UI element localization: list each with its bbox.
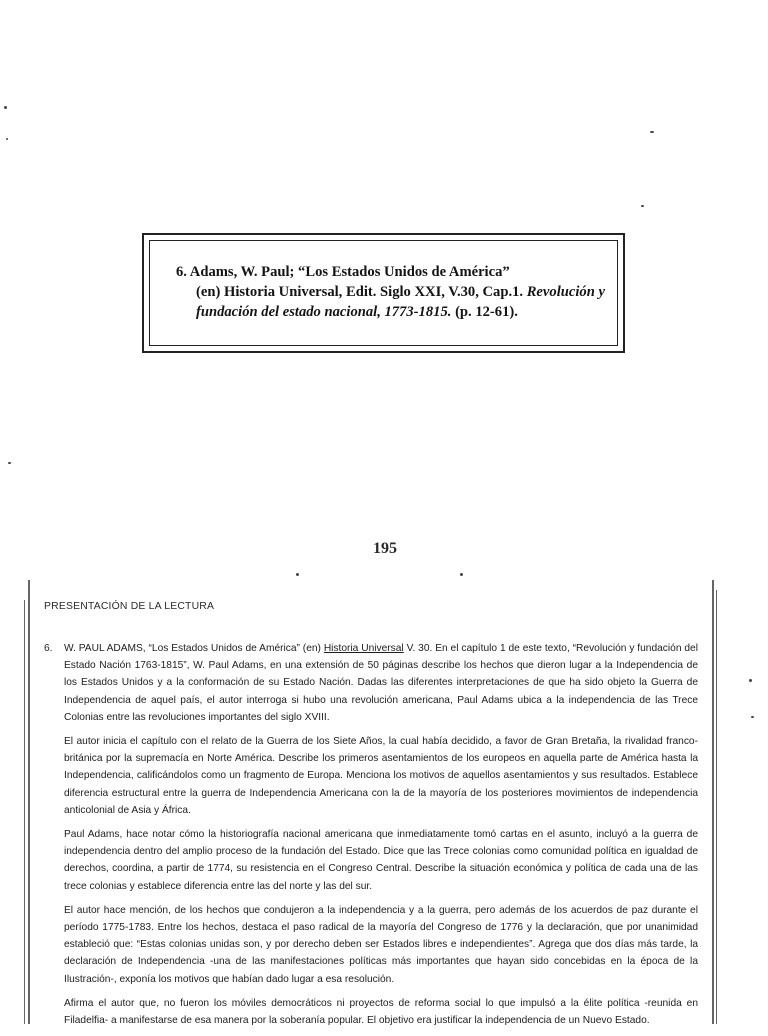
left-margin-rule-outer [24,600,25,1024]
citation-chapter-start: Revolución y [526,284,605,300]
citation-text [176,262,616,322]
citation-line-2 [176,282,616,302]
scan-speck [749,679,752,682]
citation-line-1 [176,262,616,282]
right-margin-rule [712,580,714,1024]
scan-speck [296,573,299,576]
section-heading: PRESENTACIÓN DE LA LECTURA [44,601,215,612]
scan-speck [4,106,7,109]
paragraph-3: Paul Adams, hace notar cómo la historiografía nacional americana que inmediatamente tomó cartas en el asunto, incluyó a la guerra de independencia dentro del amplio proceso de la fundación del Estado. Dice que las Trece colonias como comunidad política en igualdad de derechos, coordina, a partir de 1774, su resistencia en el Congreso Central. Describe la situación económica y política de cada una de las trece colonias y establece diferencia entre las del norte y las del sur. [64,829,698,892]
paragraph-1 [64,640,698,726]
citation-source: (en) Historia Universal, Edit. Siglo XXI, V.30, Cap.1. [196,284,524,300]
paragraph-4: El autor hace mención, de los hechos que condujeron a la independencia y a la guerra, pero además de los acuerdos de paz durante el período 1775-1783. Entre los hechos, destaca el paso radical de la mayoría del Congreso de 1776 y la declaración, que por unanimidad estableció que: “Estas colonias unidas son, y por derecho deben ser Estados libres e independientes”. Agrega que dos días más tarde, la declaración de Independencia -una de las manifestaciones políticas más importantes que hayan sido concebidas en la época de la Ilustración-, exponía los motivos que habían dado lugar a esa resolución. [64,904,698,985]
scan-speck [6,138,8,140]
citation-pages: (p. 12-61). [455,304,518,320]
paragraph-1-rest: V. 30. En el capítulo 1 de este texto, “Revolución y fundación del Estado Nación 1763-1815”, W. Paul Adams, en una extensión de 50 páginas describe los hechos que dieron lugar a la Independencia de los Estados Unidos y a la conformación de su Estado Nación. Dadas las diferentes interpretaciones de que ha sido objeto la Guerra de Independencia de aquel país, el autor interroga si hubo una revolución americana, Paul Adams ubica a la independencia de las Trece Colonias entre las revoluciones importantes del siglo XVIII. [64,643,698,723]
scan-speck [641,205,644,207]
left-margin-rule [28,580,30,1024]
page-number: 195 [373,540,397,557]
citation-line-3 [176,302,616,322]
item-number: 6. [44,643,53,654]
reading-presentation [44,640,698,1036]
paragraph-2: El autor inicia el capítulo con el relato de la Guerra de los Siete Años, la cual había decidido, a favor de Gran Bretaña, la rivalidad franco-británica por la supremacía en Norte América. Describe los primeros asentamientos de los europeos en aquella parte de América hasta la Independencia, calificándolos como un fragmento de Europa. Menciona los motivos de aquellos asentamientos y sus resultados. Establece diferencia estructural entre la guerra de Independencia Americana con la de la mayoría de los posteriores movimientos de independencia anticolonial de Asia y África. [64,736,698,816]
paragraph-5: Afirma el autor que, no fueron los móviles democráticos ni proyectos de reforma social lo que impulsó a la élite política -reunida en Filadelfia- a manifestarse de esa manera por la soberanía popular. El objetivo era justificar la independencia de un Nuevo Estado. [64,997,698,1027]
scan-speck [460,573,463,576]
scan-speck [8,462,11,464]
scan-speck [751,716,754,718]
book-title-link: Historia Universal [323,643,404,654]
citation-chapter-end: fundación del estado nacional, 1773-1815. [196,304,452,320]
scan-speck [650,131,654,133]
list-item [44,640,698,733]
paragraph-1-start: W. PAUL ADAMS, “Los Estados Unidos de América” (en) [64,643,321,654]
right-margin-rule-outer [716,590,717,1024]
item-body [64,640,698,733]
citation-title: 6. Adams, W. Paul; “Los Estados Unidos de América” [176,264,510,280]
